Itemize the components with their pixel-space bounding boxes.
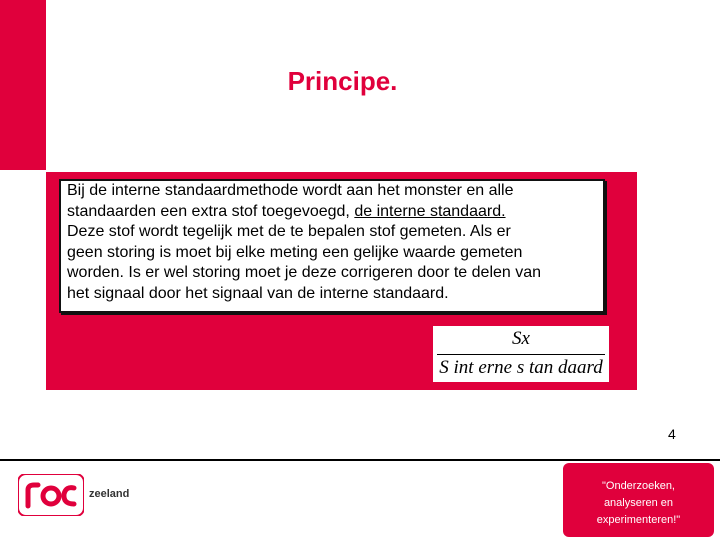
fraction-line — [437, 354, 605, 355]
body-line-1: Bij de interne standaardmethode wordt aan het monster en alle — [67, 182, 514, 199]
body-line-2: standaarden een extra stof toegevoegd, — [67, 202, 355, 220]
body-line-4: geen storing is moet bij elke meting een gelijke waarde gemeten — [67, 243, 523, 261]
slide-title: Principe. — [287, 66, 398, 96]
slogan-line-3: experimenteren!" — [596, 514, 681, 526]
body-underlined-term: de interne standaard. — [354, 202, 506, 220]
slogan-line-1: "Onderzoeken, — [601, 480, 675, 492]
roc-logo-icon — [18, 474, 84, 516]
page-number: 4 — [668, 426, 676, 442]
formula-numerator: Sx — [512, 328, 530, 349]
body-text-box — [59, 179, 605, 313]
footer-divider — [0, 459, 720, 461]
slogan-line-2: analyseren en — [603, 497, 674, 509]
roc-logo — [18, 474, 84, 521]
logo-zeeland-text: zeeland — [89, 488, 130, 500]
slogan-badge — [563, 463, 714, 537]
body-line-3: Deze stof wordt tegelijk met de te bepalen stof gemeten. Als er — [67, 223, 511, 240]
formula-denominator: S int erne s tan daard — [439, 357, 603, 378]
body-line-6: het signaal door het signaal van de interne standaard. — [67, 284, 449, 302]
body-line-5: worden. Is er wel storing moet je deze corrigeren door te delen van — [67, 264, 542, 281]
formula-box — [433, 326, 609, 382]
